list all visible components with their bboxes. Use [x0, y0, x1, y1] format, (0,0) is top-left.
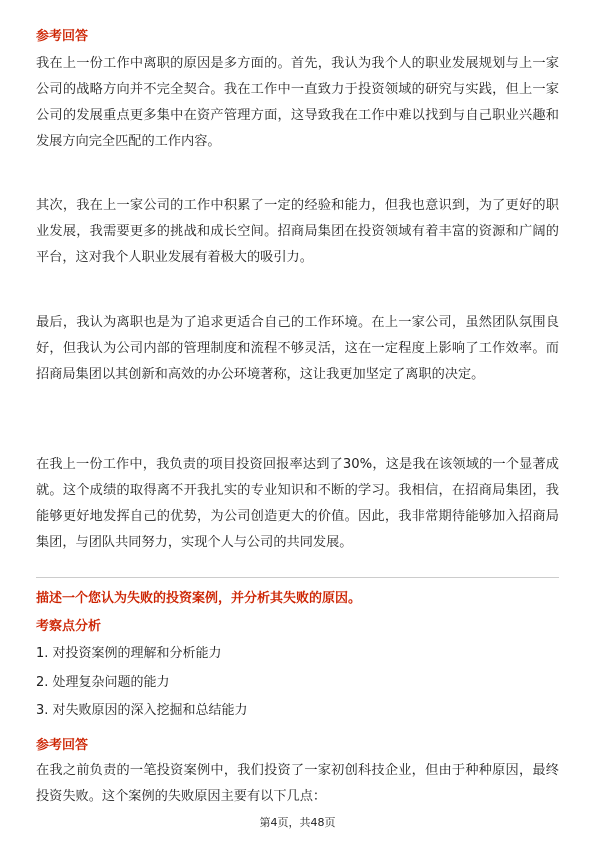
reference-answer-heading-2: 参考回答 [36, 738, 89, 753]
section-divider [36, 577, 559, 578]
analysis-item: 2. 处理复杂问题的能力 [36, 675, 170, 690]
reference-answer-heading: 参考回答 [36, 29, 89, 44]
answer-paragraph-1: 我在上一份工作中离职的原因是多方面的。首先，我认为我个人的职业发展规划与上一家公司的战略方向并不完全契合。我在工作中一直致力于投资领域的研究与实践，但上一家公司的发展重点更多集中在资产管理方面，这导致我在工作中难以找到与自己职业兴趣和发展方向完全匹配的工作内容。 [36, 56, 559, 149]
question-heading: 描述一个您认为失败的投资案例，并分析其失败的原因。 [36, 591, 362, 606]
analysis-item: 3. 对失败原因的深入挖掘和总结能力 [36, 703, 248, 718]
analysis-heading: 考察点分析 [36, 619, 102, 634]
analysis-item: 1. 对投资案例的理解和分析能力 [36, 646, 222, 661]
answer-paragraph-2: 其次，我在上一家公司的工作中积累了一定的经验和能力，但我也意识到，为了更好的职业发展，我需要更多的挑战和成长空间。招商局集团在投资领域有着丰富的资源和广阔的平台，这对我个人职业发展有着极大的吸引力。 [36, 198, 559, 265]
answer-paragraph-3: 最后，我认为离职也是为了追求更适合自己的工作环境。在上一家公司，虽然团队氛围良好，但我认为公司内部的管理制度和流程不够灵活，这在一定程度上影响了工作效率。而招商局集团以其创新和高效的办公环境著称，这让我更加坚定了离职的决定。 [36, 315, 559, 382]
page-number-footer: 第4页，共48页 [259, 816, 336, 829]
answer-paragraph-4: 在我上一份工作中，我负责的项目投资回报率达到了30%，这是我在该领域的一个显著成就。这个成绩的取得离不开我扎实的专业知识和不断的学习。我相信，在招商局集团，我能够更好地发挥自己的优势，为公司创造更大的价值。因此，我非常期待能够加入招商局集团，与团队共同努力，实现个人与公司的共同发展。 [36, 457, 559, 550]
answer-paragraph-5: 在我之前负责的一笔投资案例中，我们投资了一家初创科技企业，但由于种种原因，最终投资失败。这个案例的失败原因主要有以下几点： [36, 763, 559, 804]
